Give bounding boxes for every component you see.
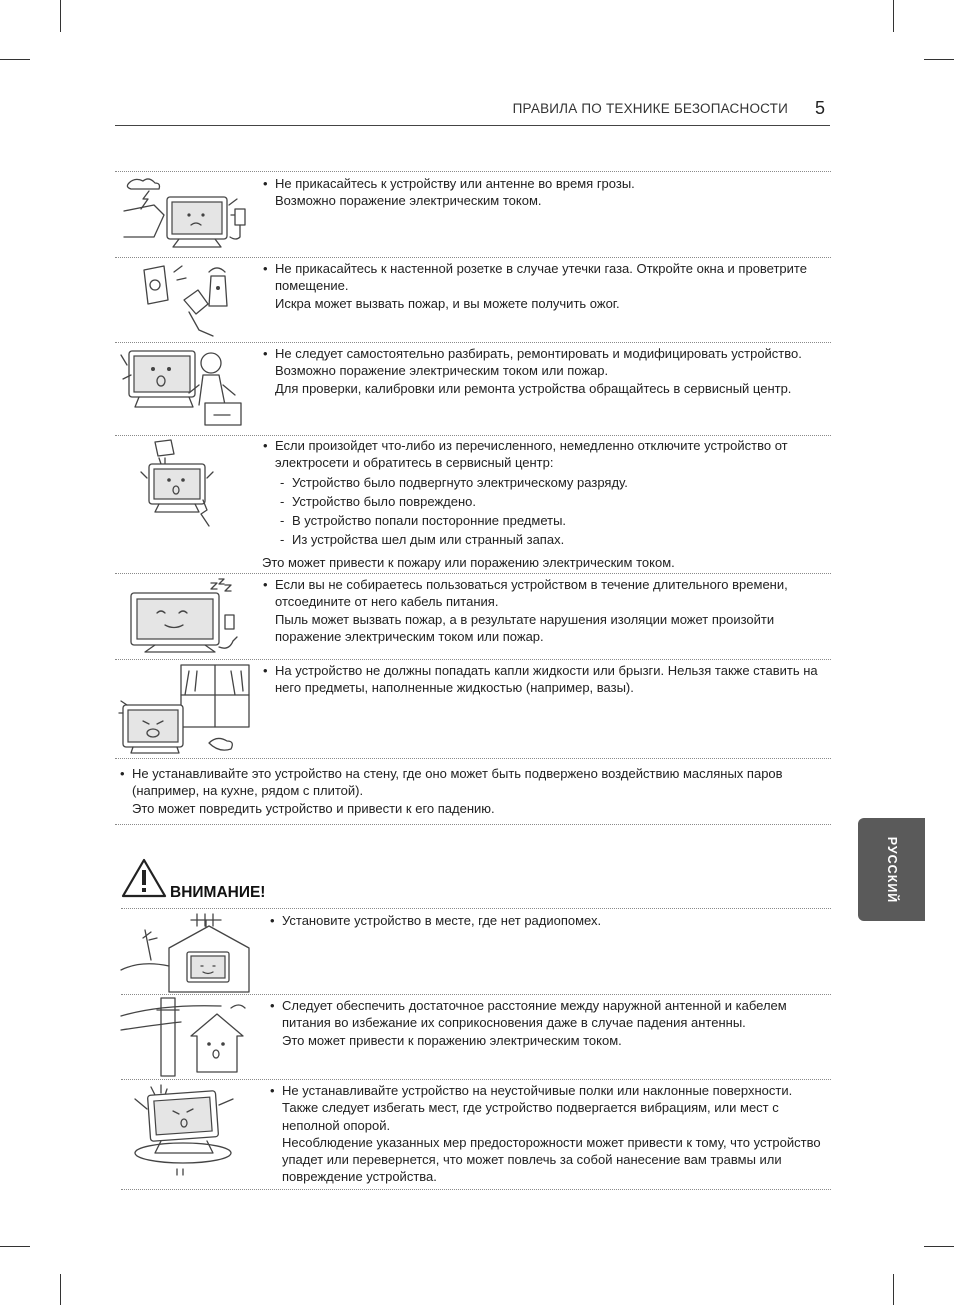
damaged-tv-icon [119,438,249,528]
row-divider [115,573,831,574]
item-note: Возможно поражение электрическим током или пожар. [275,363,609,379]
bullet-text: • Не прикасайтесь к настенной розетке в случае утечки газа. Откройте окна и проветрите помещение. [262,260,822,295]
crop-mark [893,0,894,32]
row-divider [121,994,831,995]
item-note: Это может привести к поражению электрическим током. [282,1032,622,1048]
safety-item [115,342,831,435]
crop-mark [924,1246,954,1247]
crop-mark [893,1274,894,1305]
safety-item [115,573,831,659]
row-divider [115,171,831,172]
item-note: Это может повредить устройство и привести к его падению. [132,800,495,816]
item-text [262,662,822,697]
row-divider [115,342,831,343]
caution-item [121,1079,831,1189]
row-divider [115,435,831,436]
bullet-text: • Не устанавливайте устройство на неустойчивые полки или наклонные поверхности. Также следует избегать мест, где устройство подвергается вибрациям, или мест с неполной опорой. [269,1082,829,1134]
safety-item-wide [115,758,831,824]
water-splash-tv-icon [119,661,254,757]
unstable-shelf-tv-icon [127,1083,257,1178]
header-divider [115,125,830,126]
item-text [262,175,822,210]
crop-mark [60,0,61,32]
safety-item [115,257,831,342]
crop-mark [0,59,30,60]
thunderstorm-tv-icon [119,175,249,255]
caution-title: ВНИМАНИЕ! [170,884,266,901]
item-note: Несоблюдение указанных мер предосторожности может привести к тому, что устройство упадет или перевернется, что может повлечь за собой нанесение вам травмы или повреждение устройства. [282,1134,821,1185]
item-note: Пыль может вызвать пожар, а в результате нарушения изоляции может произойти поражение электрическим током или пожар. [275,611,775,644]
caution-item [121,994,831,1079]
item-text [269,912,829,929]
sleeping-tv-unplug-icon [119,575,249,657]
sub-bullet: - Устройство было повреждено. [262,493,822,510]
item-note: Возможно поражение электрическим током. [275,193,542,209]
bullet-text: • Установите устройство в месте, где нет радиопомех. [269,912,829,929]
safety-item [115,435,831,573]
item-text [262,345,822,397]
item-text [262,576,822,645]
page-number: 5 [815,98,826,118]
antenna-cable-distance-icon [121,996,251,1078]
bullet-text: • Если произойдет что-либо из перечисленного, немедленно отключите устройство от электросети и обратитесь в сервисный центр: [262,437,822,472]
safety-item [115,171,831,257]
item-text [262,260,822,312]
item-text [262,437,822,549]
row-divider [115,758,831,759]
repair-tv-icon [119,345,249,433]
item-text [269,1082,829,1186]
caution-item [121,908,831,994]
language-tab [858,818,925,921]
row-divider [121,908,831,909]
language-tab-label: РУССКИЙ [884,836,899,903]
section-title: ПРАВИЛА ПО ТЕХНИКЕ БЕЗОПАСНОСТИ [512,101,788,116]
bullet-text: • Не прикасайтесь к устройству или антенне во время грозы. [262,175,822,192]
radio-interference-house-icon [121,910,251,992]
row-divider [115,824,831,825]
item-footnote: Это может привести к пожару или поражению электрическим током. [262,555,675,570]
sub-bullet: - В устройство попали посторонние предметы. [262,512,822,529]
item-note: Искра может вызвать пожар, и вы можете получить ожог. [275,295,620,311]
crop-mark [0,1246,30,1247]
safety-item [115,659,831,758]
item-text [119,765,819,817]
row-divider [115,659,831,660]
row-divider [121,1079,831,1080]
crop-mark [924,59,954,60]
bullet-text: • Не устанавливайте это устройство на стену, где оно может быть подвержено воздействию масляных паров (например, на кухне, рядом с плитой). [119,765,819,800]
bullet-text: • Следует обеспечить достаточное расстояние между наружной антенной и кабелем питания во избежание их соприкосновения даже в случае падения антенны. [269,997,829,1032]
row-divider [121,1189,831,1190]
row-divider [115,257,831,258]
crop-mark [60,1274,61,1305]
warning-triangle-icon [121,858,167,898]
item-text [269,997,829,1049]
item-note: Для проверки, калибровки или ремонта устройства обращайтесь в сервисный центр. [275,380,792,396]
bullet-text: • Не следует самостоятельно разбирать, ремонтировать и модифицировать устройство. [262,345,822,362]
gas-leak-outlet-icon [119,260,249,340]
sub-bullet: - Устройство было подвергнуто электрическому разряду. [262,474,822,491]
bullet-text: • На устройство не должны попадать капли жидкости или брызги. Нельзя также ставить на него предметы, наполненные жидкостью (например, вазы). [262,662,822,697]
bullet-text: • Если вы не собираетесь пользоваться устройством в течение длительного времени, отсоедините от него кабель питания. [262,576,822,611]
sub-bullet: - Из устройства шел дым или странный запах. [262,531,822,548]
